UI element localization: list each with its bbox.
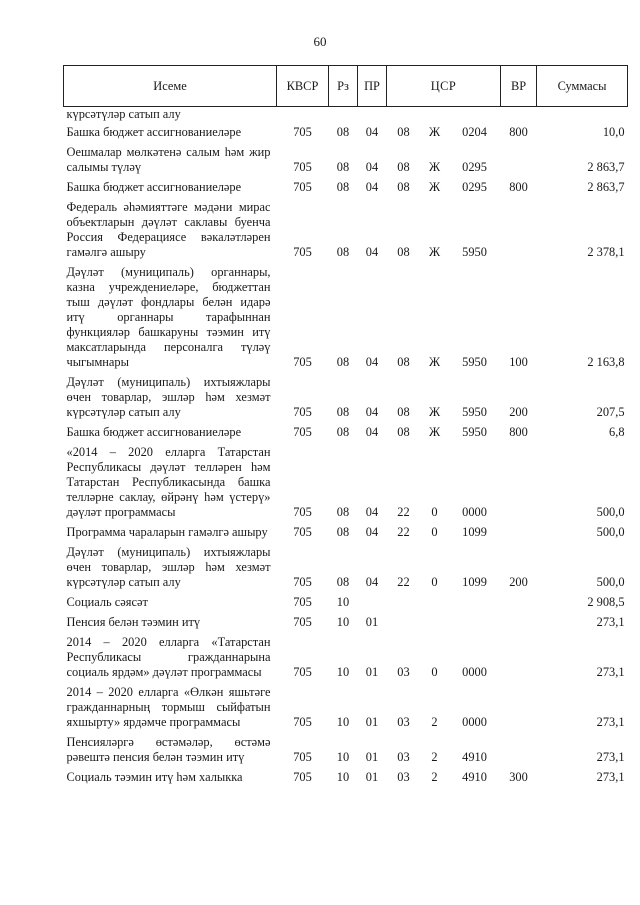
cell-c3: 5950 — [462, 355, 487, 369]
cell-c3: 0000 — [462, 715, 487, 729]
cell-rz: 10 — [336, 715, 350, 729]
cell-amount: 273,1 — [596, 615, 625, 629]
cell-pr: 04 — [365, 405, 379, 419]
cell-c1: 22 — [397, 575, 410, 589]
cell-c2: 2 — [431, 750, 438, 764]
cell-vr — [501, 614, 537, 634]
cell-c3: 0204 — [462, 125, 487, 139]
table-row — [64, 424, 628, 444]
cell-rz: 10 — [336, 595, 350, 609]
page-number: 60 — [313, 34, 327, 49]
cell-vr — [501, 684, 537, 734]
cell-amount — [537, 107, 628, 125]
cell-name: Социаль тәэмин итү һәм халыкка — [66, 770, 243, 784]
cell-pr: 04 — [365, 525, 379, 539]
cell-c2: Ж — [428, 125, 441, 139]
cell-amount: 273,1 — [596, 715, 625, 729]
cell-amount: 2 863,7 — [587, 180, 625, 194]
cell-kvsr: 705 — [293, 180, 312, 194]
cell-vr: 800 — [509, 125, 528, 139]
cell-vr: 200 — [509, 405, 528, 419]
cell-rz: 08 — [336, 525, 350, 539]
cell-pr: 04 — [365, 355, 379, 369]
cell-kvsr — [277, 107, 329, 125]
cell-c1: 08 — [397, 180, 410, 194]
table-row — [64, 124, 628, 144]
cell-c3 — [449, 594, 501, 614]
cell-c2: 0 — [431, 665, 438, 679]
table-body — [64, 107, 628, 790]
cell-vr — [501, 594, 537, 614]
cell-c3: 0295 — [462, 180, 487, 194]
cell-rz: 08 — [336, 355, 350, 369]
cell-vr — [501, 144, 537, 179]
cell-pr: 01 — [365, 715, 379, 729]
table-row — [64, 769, 628, 789]
cell-amount: 273,1 — [596, 770, 625, 784]
cell-name: Дәүләт (муниципаль) органнары, казна учреждениеләре, бюджеттан тыш дәүләт фондлары белән идарә итү органнары тарафыннан функцияләр башкаруны тәэмин итү максатларында персоналга түләү чыгымнары — [66, 265, 271, 369]
cell-c1: 08 — [397, 160, 410, 174]
cell-vr: 800 — [509, 180, 528, 194]
cell-c3 — [449, 107, 501, 125]
cell-vr: 300 — [509, 770, 528, 784]
cell-kvsr: 705 — [293, 125, 312, 139]
cell-kvsr: 705 — [293, 615, 312, 629]
cell-pr: 01 — [365, 770, 379, 784]
cell-kvsr: 705 — [293, 750, 312, 764]
table-row — [64, 614, 628, 634]
table-row — [64, 594, 628, 614]
cell-amount: 2 863,7 — [587, 160, 625, 174]
cell-c2: Ж — [428, 180, 441, 194]
cell-kvsr: 705 — [293, 245, 312, 259]
cell-pr: 04 — [365, 575, 379, 589]
cell-c1 — [387, 594, 421, 614]
cell-pr: 04 — [365, 180, 379, 194]
cell-c2: Ж — [428, 405, 441, 419]
cell-c1: 08 — [397, 425, 410, 439]
cell-pr: 04 — [365, 125, 379, 139]
cell-c2: 0 — [431, 525, 438, 539]
cell-c1: 08 — [397, 355, 410, 369]
cell-c3 — [449, 614, 501, 634]
cell-vr: 800 — [509, 425, 528, 439]
table-row — [64, 107, 628, 125]
cell-name: «2014 – 2020 елларга Татарстан Республикасы дәүләт телләрен һәм Татарстан Республикасында башка телләрне саклау, өйрәнү һәм үстерү» дәүләт программасы — [66, 445, 271, 519]
cell-kvsr: 705 — [293, 405, 312, 419]
cell-amount: 273,1 — [596, 750, 625, 764]
cell-c1: 22 — [397, 525, 410, 539]
cell-c1: 03 — [397, 715, 410, 729]
header-name: Исеме — [64, 66, 277, 107]
cell-rz: 08 — [336, 245, 350, 259]
cell-c3: 4910 — [462, 770, 487, 784]
cell-rz: 08 — [336, 425, 350, 439]
cell-rz: 10 — [336, 665, 350, 679]
header-vr: ВР — [501, 66, 537, 107]
header-rz: Рз — [329, 66, 358, 107]
cell-name: Социаль сәясәт — [66, 595, 148, 609]
cell-c2: Ж — [428, 425, 441, 439]
cell-c1: 03 — [397, 750, 410, 764]
cell-c2: Ж — [428, 160, 441, 174]
cell-kvsr: 705 — [293, 595, 312, 609]
cell-c1: 22 — [397, 505, 410, 519]
cell-c1: 08 — [397, 125, 410, 139]
cell-c2 — [421, 614, 449, 634]
cell-c1: 08 — [397, 405, 410, 419]
header-kvsr: КВСР — [277, 66, 329, 107]
cell-name: 2014 – 2020 елларга «Татарстан Республикасы гражданнарына социаль ярдәм» дәүләт программасы — [66, 635, 271, 679]
table-row — [64, 179, 628, 199]
cell-pr: 01 — [365, 665, 379, 679]
cell-vr — [501, 107, 537, 125]
cell-pr: 01 — [365, 750, 379, 764]
cell-amount: 10,0 — [602, 125, 625, 139]
header-amount: Суммасы — [537, 66, 628, 107]
cell-rz: 08 — [336, 125, 350, 139]
cell-amount: 2 378,1 — [587, 245, 625, 259]
cell-name: Башка бюджет ассигнованиеләре — [66, 180, 242, 194]
cell-c3: 0000 — [462, 665, 487, 679]
cell-kvsr: 705 — [293, 770, 312, 784]
header-csr: ЦСР — [387, 66, 501, 107]
cell-kvsr: 705 — [293, 575, 312, 589]
cell-name: Башка бюджет ассигнованиеләре — [66, 125, 242, 139]
cell-c2: 2 — [431, 770, 438, 784]
cell-name: Дәүләт (муниципаль) ихтыяжлары өчен товарлар, эшләр һәм хезмәт күрсәтүләр сатып алу — [66, 375, 271, 419]
cell-pr: 04 — [365, 160, 379, 174]
cell-name: Программа чараларын гамәлгә ашыру — [66, 525, 268, 539]
table-row — [64, 634, 628, 684]
table-row — [64, 144, 628, 179]
cell-vr: 100 — [509, 355, 528, 369]
cell-c3: 1099 — [462, 575, 487, 589]
cell-c1: 03 — [397, 770, 410, 784]
cell-c3: 1099 — [462, 525, 487, 539]
cell-kvsr: 705 — [293, 355, 312, 369]
cell-c2: 2 — [431, 715, 438, 729]
cell-c3: 4910 — [462, 750, 487, 764]
cell-c2 — [421, 107, 449, 125]
cell-rz: 08 — [336, 505, 350, 519]
table-row — [64, 199, 628, 264]
cell-pr: 01 — [365, 615, 379, 629]
cell-rz: 08 — [336, 405, 350, 419]
cell-c1 — [387, 614, 421, 634]
cell-c2: 0 — [431, 505, 438, 519]
cell-vr: 200 — [509, 575, 528, 589]
cell-pr: 04 — [365, 245, 379, 259]
table-row — [64, 684, 628, 734]
cell-kvsr: 705 — [293, 665, 312, 679]
cell-rz: 08 — [336, 575, 350, 589]
cell-rz: 10 — [336, 615, 350, 629]
cell-vr — [501, 444, 537, 524]
cell-c3: 0000 — [462, 505, 487, 519]
table-row — [64, 544, 628, 594]
table-header-row — [64, 66, 628, 107]
table-row — [64, 264, 628, 374]
cell-kvsr: 705 — [293, 505, 312, 519]
cell-name: Башка бюджет ассигнованиеләре — [66, 425, 242, 439]
cell-c3: 5950 — [462, 405, 487, 419]
cell-name: Федераль әһәмияттәге мәдәни мирас объектларын дәүләт саклавы буенча Россия Федерациясе вәкаләтләрен гамәлгә ашыру — [66, 200, 271, 259]
cell-name: Оешмалар мөлкәтенә салым һәм жир салымы түләү — [66, 145, 271, 174]
cell-amount: 207,5 — [596, 405, 625, 419]
cell-pr — [358, 594, 387, 614]
cell-c1: 08 — [397, 245, 410, 259]
cell-rz: 10 — [336, 770, 350, 784]
cell-kvsr: 705 — [293, 715, 312, 729]
cell-vr — [501, 199, 537, 264]
cell-kvsr: 705 — [293, 160, 312, 174]
cell-pr: 04 — [365, 425, 379, 439]
cell-vr — [501, 524, 537, 544]
cell-amount: 2 908,5 — [587, 595, 625, 609]
cell-c3: 0295 — [462, 160, 487, 174]
cell-kvsr: 705 — [293, 525, 312, 539]
cell-rz — [329, 107, 358, 125]
cell-amount: 500,0 — [596, 575, 625, 589]
cell-vr — [501, 634, 537, 684]
cell-amount: 273,1 — [596, 665, 625, 679]
table-row — [64, 374, 628, 424]
budget-table — [63, 65, 628, 789]
cell-c2: Ж — [428, 355, 441, 369]
cell-pr: 04 — [365, 505, 379, 519]
cell-c1: 03 — [397, 665, 410, 679]
cell-c3: 5950 — [462, 425, 487, 439]
table-row — [64, 444, 628, 524]
cell-rz: 10 — [336, 750, 350, 764]
cell-kvsr: 705 — [293, 425, 312, 439]
cell-vr — [501, 734, 537, 769]
cell-amount: 6,8 — [609, 425, 625, 439]
table-row — [64, 734, 628, 769]
cell-c3: 5950 — [462, 245, 487, 259]
cell-name: Дәүләт (муниципаль) ихтыяжлары өчен товарлар, эшләр һәм хезмәт күрсәтүләр сатып алу — [66, 545, 271, 589]
cell-name: 2014 – 2020 елларга «Өлкән яшьтәге гражданнарның тормыш сыйфатын яхшырту» ярдәмче программасы — [66, 685, 271, 729]
cell-rz: 08 — [336, 160, 350, 174]
cell-c2: 0 — [431, 575, 438, 589]
cell-c2 — [421, 594, 449, 614]
cell-amount: 500,0 — [596, 505, 625, 519]
cell-pr — [358, 107, 387, 125]
cell-c1 — [387, 107, 421, 125]
cell-name: Пенсия белән тәэмин итү — [66, 615, 201, 629]
cell-c2: Ж — [428, 245, 441, 259]
cell-amount: 500,0 — [596, 525, 625, 539]
cell-rz: 08 — [336, 180, 350, 194]
cell-name: Пенсияләргә өстәмәләр, өстәмә рәвештә пенсия белән тәэмин итү — [66, 735, 271, 764]
cell-amount: 2 163,8 — [587, 355, 625, 369]
cell-name: күрсәтүләр сатып алу — [66, 107, 181, 121]
table-row — [64, 524, 628, 544]
header-pr: ПР — [358, 66, 387, 107]
